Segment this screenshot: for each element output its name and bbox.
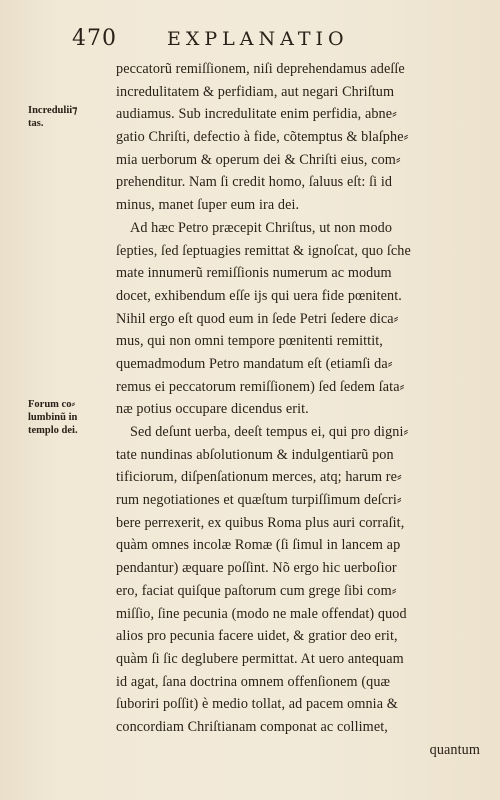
text-line: mus, qui non omni tempore pœnitenti remittit, xyxy=(116,333,383,350)
body-text xyxy=(116,58,488,761)
text-line: tificiorum, diſpenſationum merces, atq; harum re⸗ xyxy=(116,469,402,486)
text-line: id agat, ſana doctrina omnem offenſionem (quæ xyxy=(116,673,391,690)
text-line: Nihil ergo eſt quod eum in ſede Petri ſedere dica⸗ xyxy=(116,310,399,327)
text-line: gatio Chriſti, defectio à fide, cõtemptus & blaſphe⸗ xyxy=(116,129,409,146)
text-line: ero, faciat quiſque paſtorum cum grege ſibi com⸗ xyxy=(116,582,397,599)
text-line: tate nundinas abſolutionum & indulgentiarũ pon xyxy=(116,446,394,463)
text-line: alios pro pecunia facere uidet, & gratior deo erit, xyxy=(116,628,398,645)
text-line: mate innumerũ remiſſionis numerum ac modum xyxy=(116,265,392,282)
text-line: incredulitatem & perfidiam, aut negari Chriſtum xyxy=(116,83,395,100)
margin-note-line: lumbinũ in xyxy=(28,412,78,423)
margin-note-incredulitas xyxy=(28,104,112,130)
catchword: quantum xyxy=(429,741,480,758)
text-line: miſſio, ſine pecunia (modo ne male offendat) quod xyxy=(116,605,407,622)
text-line: audiamus. Sub incredulitate enim perfidia, abne⸗ xyxy=(116,106,397,123)
text-line: quàm omnes incolæ Romæ (ſi ſimul in lancem ap xyxy=(116,537,401,554)
page-header xyxy=(72,26,472,54)
margin-note-line: templo dei. xyxy=(28,425,78,436)
text-line: bere perrexerit, ex quibus Roma plus auri corraſit, xyxy=(116,514,405,531)
margin-note-forum xyxy=(28,398,112,437)
text-line: quàm ſi ſic deglubere permittat. At uero antequam xyxy=(116,650,404,667)
text-line: minus, manet ſuper eum ira dei. xyxy=(116,197,300,214)
text-line: peccatorũ remiſſionem, niſi deprehendamus adeſſe xyxy=(116,61,405,77)
text-line: concordiam Chriſtianam componat ac collimet, xyxy=(116,718,388,735)
text-line: prehenditur. Nam ſi credit homo, ſaluus eſt: ſi id xyxy=(116,174,393,191)
text-line: næ potius occupare dicendus erit. xyxy=(116,401,309,418)
text-line: rum negotiationes et quæſtum turpiſſimum deſcri⸗ xyxy=(116,492,402,509)
text-line: quemadmodum Petro mandatum eſt (etiamſi da⸗ xyxy=(116,355,393,372)
text-line: remus ei peccatorum remiſſionem) ſed ſedem ſata⸗ xyxy=(116,378,405,395)
margin-note-line: Incredulii⁊ xyxy=(28,105,78,116)
text-line: ſuboriri poſſit) è medio tollat, ad pacem omnia & xyxy=(116,696,398,713)
text-line: docet, exhibendum eſſe ijs qui uera fide pœnitent. xyxy=(116,287,402,304)
page-number: 470 xyxy=(72,26,117,51)
text-line: Sed deſunt uerba, deeſt tempus ei, qui pro digni⸗ xyxy=(130,424,409,440)
margin-note-line: Forum co⸗ xyxy=(28,399,75,410)
text-line: Ad hæc Petro præcepit Chriſtus, ut non modo xyxy=(130,219,393,236)
text-line: ſepties, ſed ſeptuagies remittat & ignoſcat, quo ſche xyxy=(116,242,411,259)
running-title: EXPLANATIO xyxy=(167,28,349,50)
text-line: mia uerborum & operum dei & Chriſti eius, com⸗ xyxy=(116,151,401,168)
text-line: pendantur) æquare poſſint. Nõ ergo hic uerboſior xyxy=(116,560,397,577)
margin-note-line: tas. xyxy=(28,118,44,129)
